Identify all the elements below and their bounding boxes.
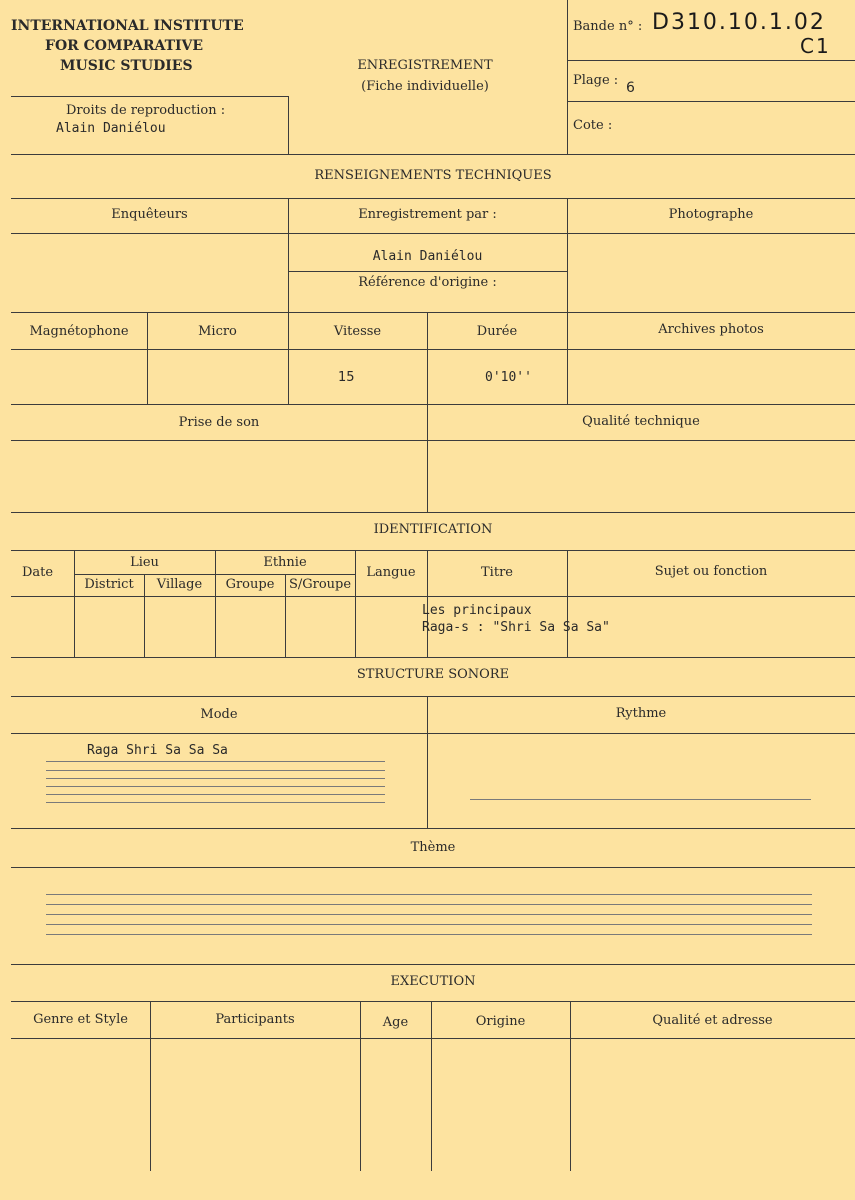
sgroupe-label: S/Groupe bbox=[288, 577, 352, 592]
mode-value: Raga Shri Sa Sa Sa bbox=[87, 743, 228, 758]
age-label: Age bbox=[382, 1015, 409, 1030]
enregistrement-par-label: Enregistrement par : bbox=[358, 207, 497, 222]
qualite-adresse-label: Qualité et adresse bbox=[652, 1013, 773, 1028]
titre-label: Titre bbox=[481, 565, 513, 580]
rights-value: Alain Daniélou bbox=[56, 121, 166, 136]
archives-photos-label: Archives photos bbox=[658, 322, 764, 337]
duree-value: 0'10'' bbox=[485, 370, 532, 385]
identification-section-title: IDENTIFICATION bbox=[373, 522, 493, 537]
institute-name-line2: FOR COMPARATIVE bbox=[45, 38, 204, 54]
technical-section-title: RENSEIGNEMENTS TECHNIQUES bbox=[314, 168, 552, 183]
origine-label: Origine bbox=[475, 1014, 526, 1029]
titre-value-line1: Les principaux bbox=[422, 603, 532, 618]
bande-label: Bande n° : bbox=[573, 19, 643, 34]
rythme-label: Rythme bbox=[615, 706, 667, 721]
participants-label: Participants bbox=[215, 1012, 295, 1027]
langue-label: Langue bbox=[366, 565, 416, 580]
enqueteurs-label: Enquêteurs bbox=[111, 207, 188, 222]
village-label: Village bbox=[156, 577, 203, 592]
magnetophone-label: Magnétophone bbox=[29, 324, 129, 339]
form-title: ENREGISTREMENT bbox=[357, 58, 493, 73]
bande-extra: C1 bbox=[800, 34, 831, 58]
vitesse-value: 15 bbox=[338, 370, 355, 385]
lieu-label: Lieu bbox=[130, 555, 159, 570]
titre-value-line2: Raga-s : "Shri Sa Sa Sa" bbox=[422, 620, 610, 635]
institute-name-line1: INTERNATIONAL INSTITUTE bbox=[11, 18, 244, 34]
duree-label: Durée bbox=[476, 324, 518, 339]
plage-value: 6 bbox=[626, 80, 635, 96]
mode-label: Mode bbox=[200, 707, 238, 722]
reference-origine-label: Référence d'origine : bbox=[358, 275, 497, 290]
ethnie-label: Ethnie bbox=[263, 555, 307, 570]
qualite-technique-label: Qualité technique bbox=[582, 414, 700, 429]
form-subtitle: (Fiche individuelle) bbox=[361, 79, 489, 94]
cote-label: Cote : bbox=[573, 118, 613, 133]
vitesse-label: Vitesse bbox=[333, 324, 382, 339]
prise-de-son-label: Prise de son bbox=[178, 415, 260, 430]
date-label: Date bbox=[22, 565, 54, 580]
district-label: District bbox=[84, 577, 134, 592]
execution-section-title: EXECUTION bbox=[390, 974, 476, 989]
bande-value: D310.10.1.02 bbox=[652, 10, 826, 35]
groupe-label: Groupe bbox=[225, 577, 275, 592]
sujet-fonction-label: Sujet ou fonction bbox=[654, 564, 768, 579]
institute-name-line3: MUSIC STUDIES bbox=[60, 58, 193, 74]
theme-section-title: Thème bbox=[410, 840, 456, 855]
enregistrement-par-value: Alain Daniélou bbox=[372, 249, 483, 264]
structure-section-title: STRUCTURE SONORE bbox=[356, 667, 510, 682]
photographe-label: Photographe bbox=[668, 207, 754, 222]
plage-label: Plage : bbox=[573, 73, 619, 88]
genre-style-label: Genre et Style bbox=[33, 1012, 128, 1027]
micro-label: Micro bbox=[198, 324, 237, 339]
rights-label: Droits de reproduction : bbox=[66, 103, 226, 118]
